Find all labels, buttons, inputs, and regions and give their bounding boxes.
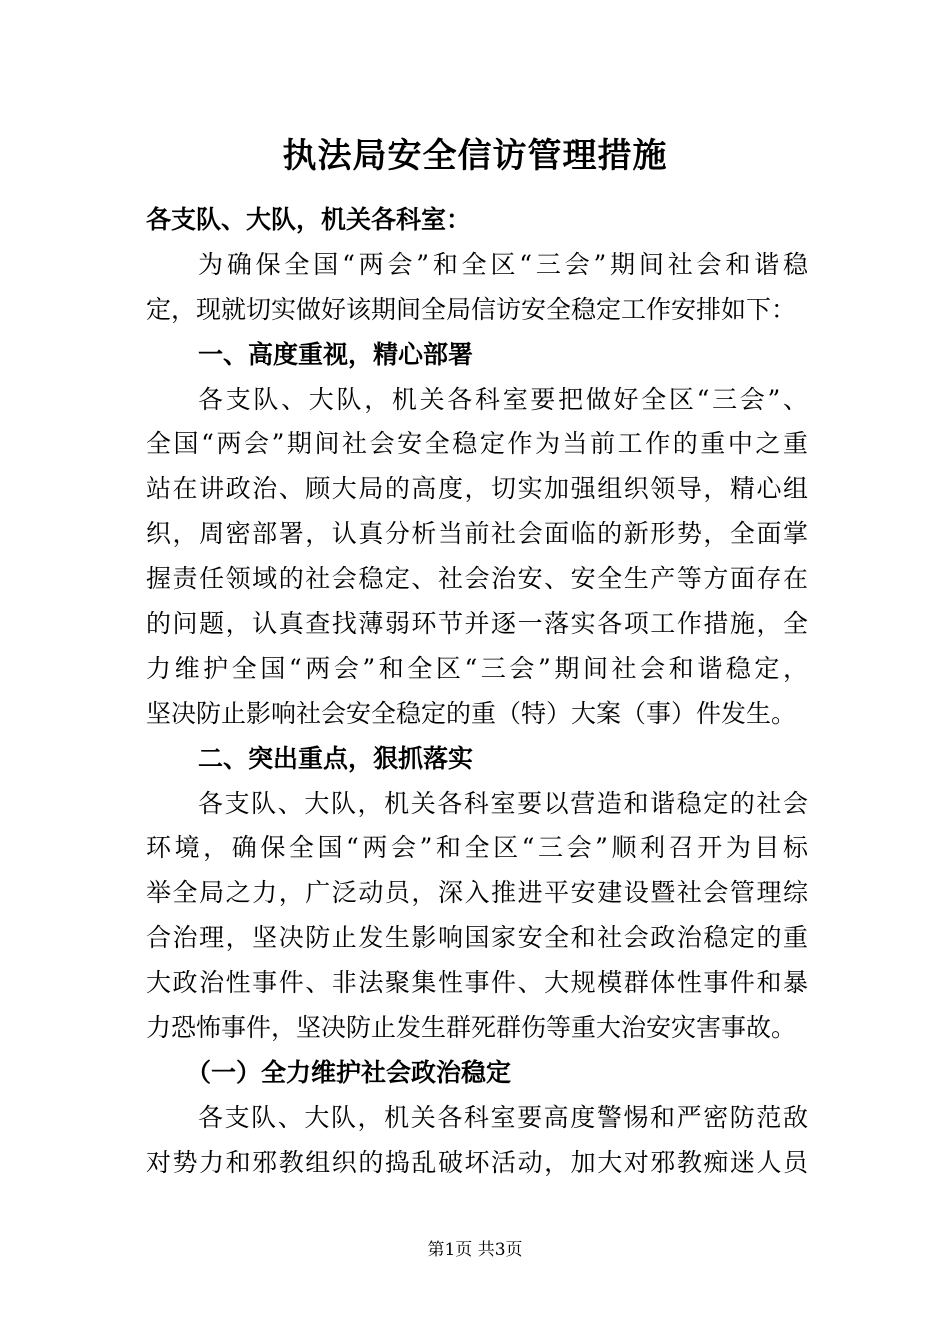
paragraph-line: 定，现就切实做好该期间全局信访安全稳定工作安排如下： bbox=[146, 294, 797, 324]
paragraph-line: 各支队、大队，机关各科室要高度警惕和严密防范敌 bbox=[198, 1102, 808, 1132]
subsection-heading: （一）全力维护社会政治稳定 bbox=[186, 1057, 512, 1087]
paragraph-line: 合治理，坚决防止发生影响国家安全和社会政治稳定的重 bbox=[146, 923, 808, 953]
paragraph-line: 力恐怖事件，坚决防止发生群死群伤等重大治安灾害事故。 bbox=[146, 1013, 797, 1043]
paragraph-line: 各支队、大队，机关各科室要把做好全区“三会”、 bbox=[198, 384, 808, 414]
section-heading: 一、高度重视，精心部署 bbox=[198, 339, 474, 369]
paragraph-line: 对势力和邪教组织的捣乱破坏活动，加大对邪教痴迷人员 bbox=[146, 1147, 808, 1177]
paragraph-line: 为确保全国“两会”和全区“三会”期间社会和谐稳 bbox=[198, 249, 808, 279]
paragraph-line: 全国“两会”期间社会安全稳定作为当前工作的重中之重 bbox=[146, 429, 808, 459]
document-body bbox=[146, 198, 808, 1186]
paragraph-line: 举全局之力，广泛动员，深入推进平安建设暨社会管理综 bbox=[146, 878, 808, 908]
paragraph-line: 站在讲政治、顾大局的高度，切实加强组织领导，精心组 bbox=[146, 474, 808, 504]
paragraph-line: 力维护全国“两会”和全区“三会”期间社会和谐稳定， bbox=[146, 653, 808, 683]
paragraph-line: 环境，确保全国“两会”和全区“三会”顺利召开为目标 bbox=[146, 833, 808, 863]
document-title: 执法局安全信访管理措施 bbox=[282, 136, 668, 176]
paragraph-line: 织，周密部署，认真分析当前社会面临的新形势，全面掌 bbox=[146, 519, 808, 549]
paragraph-line: 的问题，认真查找薄弱环节并逐一落实各项工作措施，全 bbox=[146, 609, 808, 639]
paragraph-line: 坚决防止影响社会安全稳定的重（特）大案（事）件发生。 bbox=[146, 698, 797, 728]
paragraph-line: 各支队、大队，机关各科室要以营造和谐稳定的社会 bbox=[198, 788, 808, 818]
section-heading: 二、突出重点，狠抓落实 bbox=[198, 743, 474, 773]
paragraph-line: 大政治性事件、非法聚集性事件、大规模群体性事件和暴 bbox=[146, 968, 808, 998]
paragraph-line: 握责任领域的社会稳定、社会治安、安全生产等方面存在 bbox=[146, 564, 808, 594]
page-footer: 第1页 共3页 bbox=[427, 1240, 523, 1260]
salutation: 各支队、大队，机关各科室： bbox=[146, 205, 472, 234]
